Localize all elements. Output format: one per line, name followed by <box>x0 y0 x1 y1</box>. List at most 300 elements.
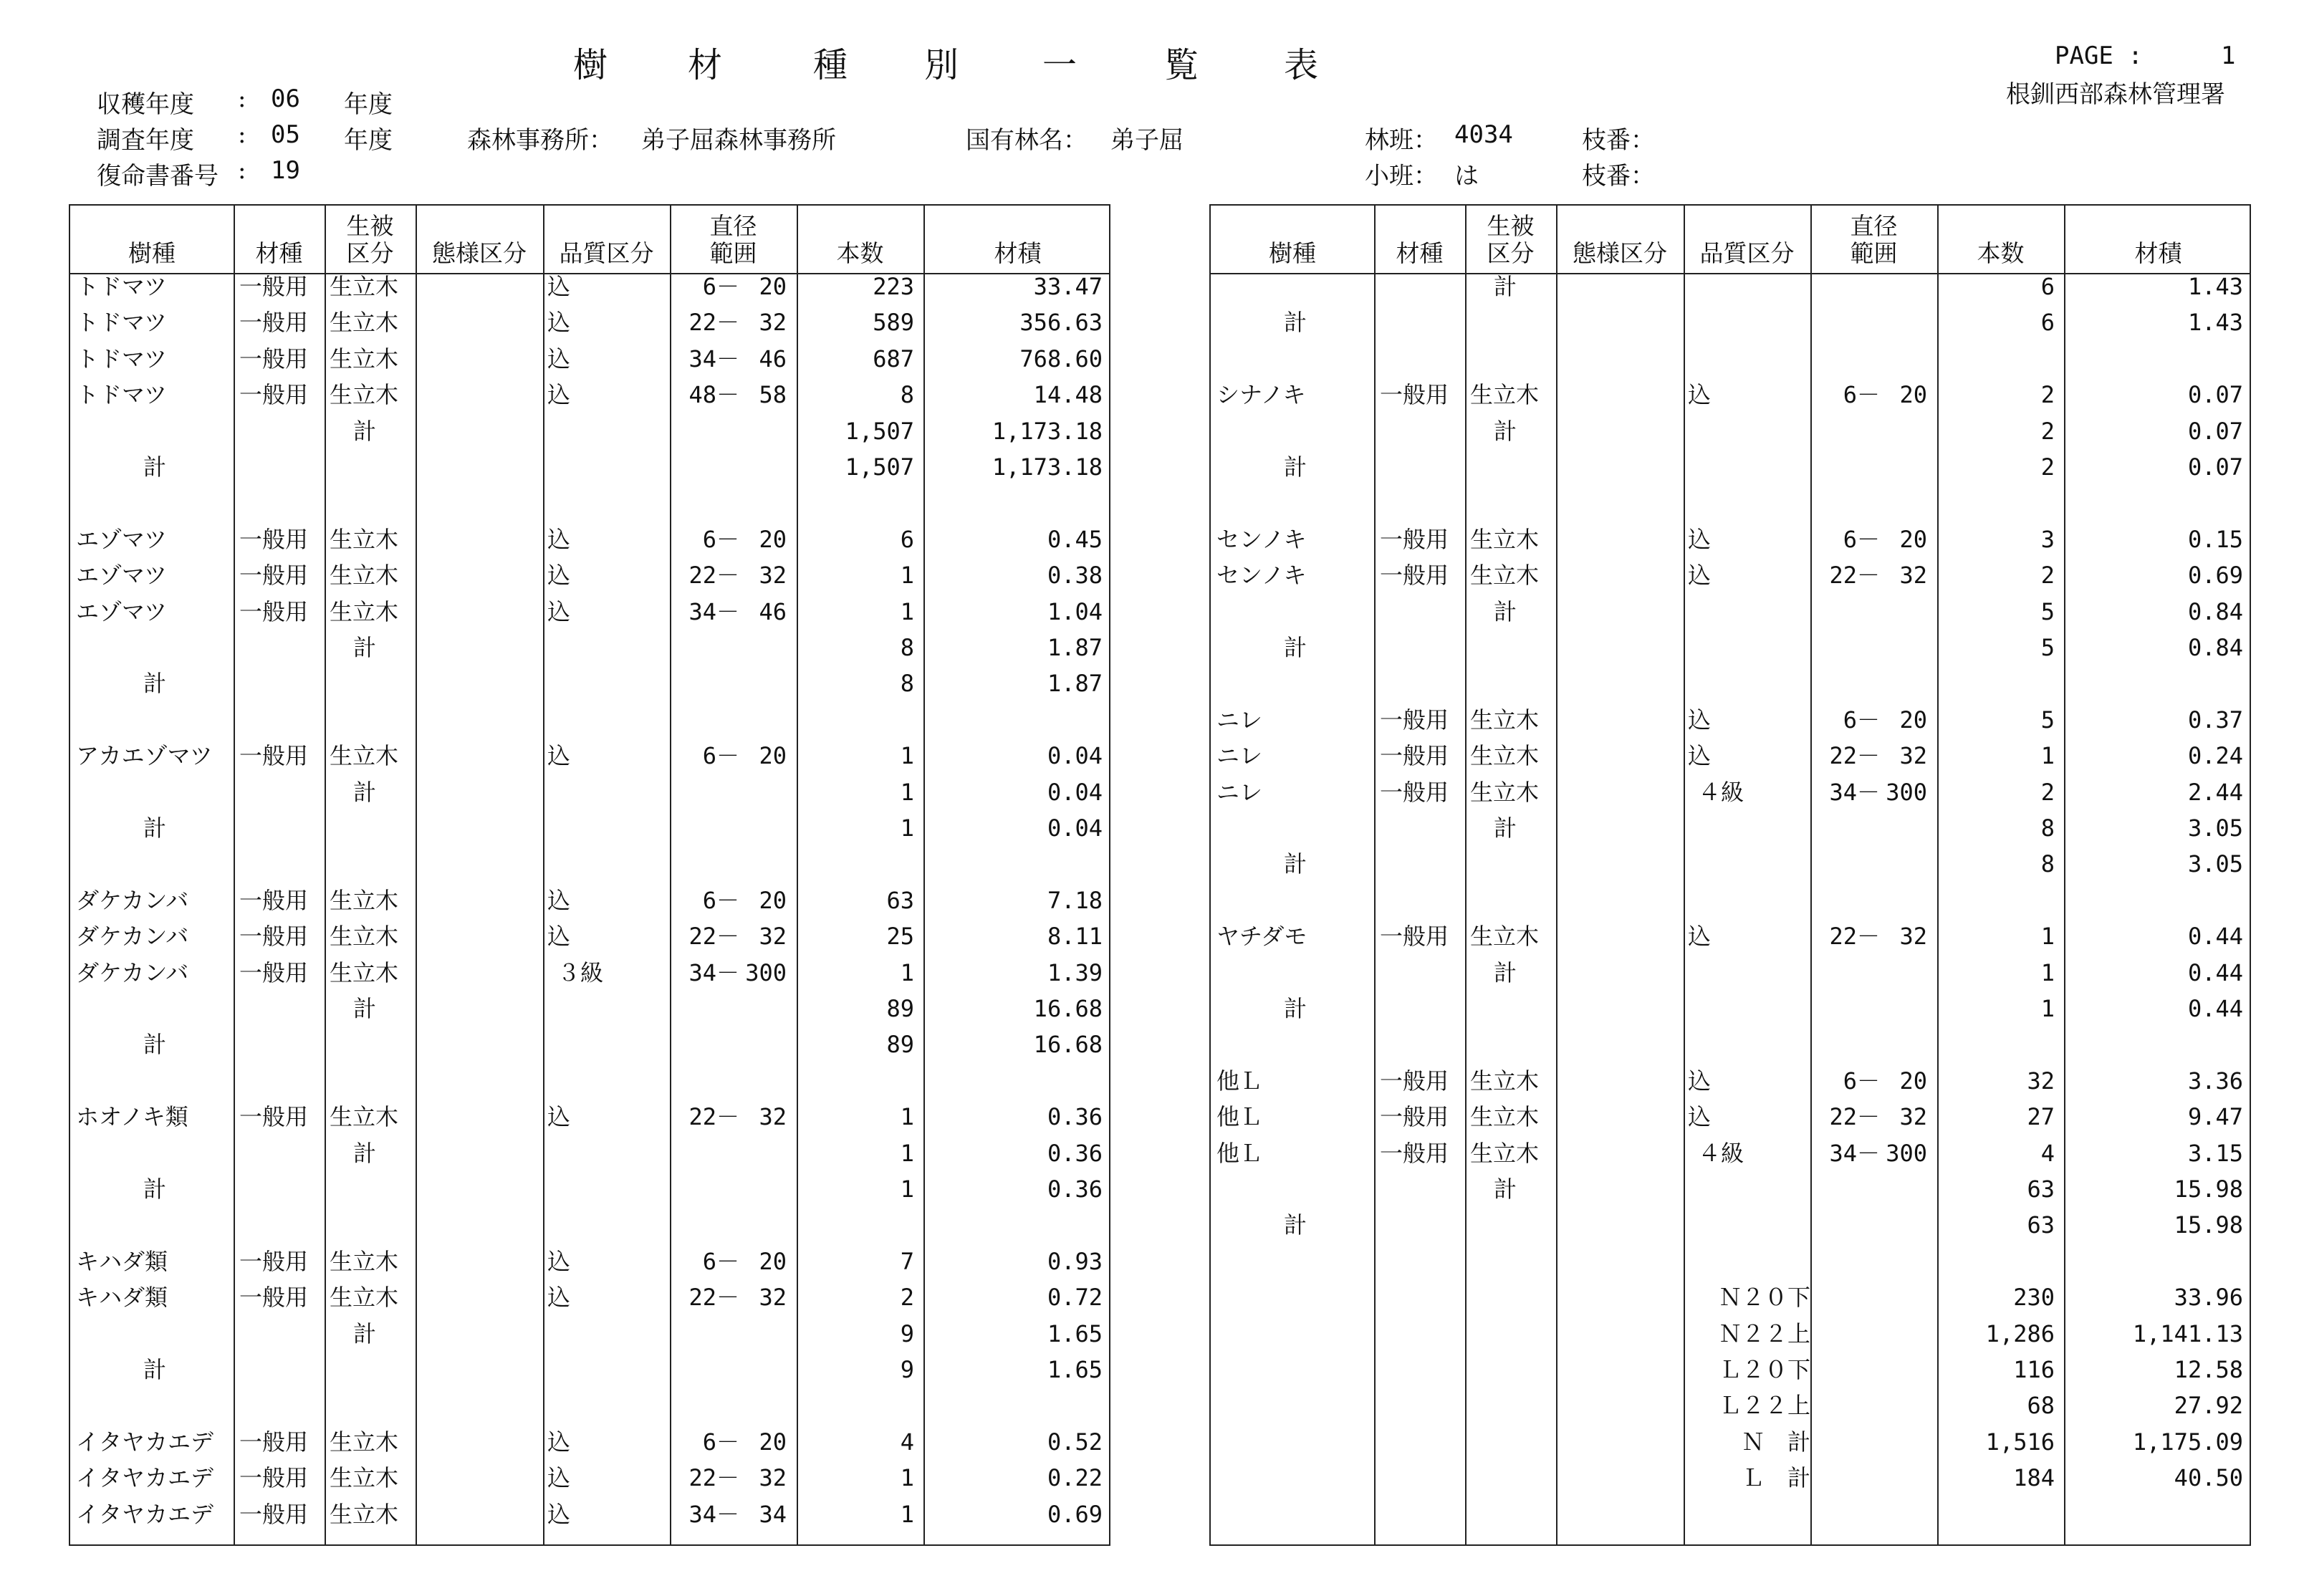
diameter-to-cell: 32 <box>759 1103 787 1131</box>
quality-cell: 込 <box>547 562 571 590</box>
column-header-line: 態様区分 <box>432 239 527 267</box>
title-char: 表 <box>1284 45 1319 85</box>
total-label: 計 <box>1284 995 1307 1022</box>
diameter-from-cell: 6－ <box>1843 525 1880 553</box>
material-cell: 一般用 <box>239 562 309 590</box>
subtotal-label: 計 <box>353 417 377 445</box>
diameter-to-cell: 46 <box>759 597 787 625</box>
volume-cell: 33.96 <box>2174 1284 2243 1312</box>
forest-office-label: 森林事務所： <box>467 126 613 155</box>
national-forest-value: 弟子屈 <box>1110 126 1184 155</box>
forest-office-value: 弟子屈森林事務所 <box>641 126 836 155</box>
title-char: 一 <box>1042 45 1077 85</box>
count-cell: 223 <box>873 273 914 300</box>
quality-cell: 込 <box>1688 1067 1712 1095</box>
material-cell: 一般用 <box>1380 1067 1449 1095</box>
species-cell: ホオノキ類 <box>76 1103 188 1131</box>
quality-cell: 込 <box>547 525 571 553</box>
harvest-year-suffix: 年度 <box>344 90 393 119</box>
count-cell: 3 <box>2040 525 2055 553</box>
diameter-to-cell: 20 <box>1899 525 1927 553</box>
count-cell: 1 <box>900 562 914 590</box>
rinpan-value: 4034 <box>1454 120 1513 149</box>
column-header-count <box>797 206 923 273</box>
diameter-to-cell: 32 <box>759 923 787 951</box>
standing-cell: 生立木 <box>330 1247 399 1275</box>
quality-cell: 込 <box>1688 381 1712 409</box>
count-cell: 25 <box>886 923 914 951</box>
material-cell: 一般用 <box>239 1500 309 1528</box>
subtotal-label: 計 <box>1494 814 1517 842</box>
quality-cell: 込 <box>547 345 571 372</box>
volume-cell: 0.07 <box>2187 417 2243 445</box>
total-label: 計 <box>1284 1211 1307 1239</box>
diameter-to-cell: 20 <box>1899 1067 1927 1095</box>
diameter-from-cell: 6－ <box>702 886 739 914</box>
volume-cell: 40.50 <box>2174 1464 2243 1492</box>
column-header-mode <box>416 206 543 273</box>
column-header-line: 直径 <box>709 212 757 240</box>
volume-cell: 0.07 <box>2187 453 2243 481</box>
quality-cell: 込 <box>547 1103 571 1131</box>
shohan-value: は <box>1454 162 1479 191</box>
species-cell: ダケカンバ <box>76 923 189 951</box>
volume-cell: 0.84 <box>2187 634 2243 661</box>
standing-cell: 生立木 <box>1470 562 1540 590</box>
diameter-from-cell: 34－ <box>1829 778 1880 806</box>
volume-cell: 1.43 <box>2187 273 2243 300</box>
volume-cell: 8.11 <box>1047 923 1103 951</box>
total-label: 計 <box>143 1031 167 1059</box>
volume-cell: 7.18 <box>1047 886 1103 914</box>
quality-cell: 込 <box>547 923 571 951</box>
material-cell: 一般用 <box>239 742 309 770</box>
quality-cell: 込 <box>1688 706 1712 734</box>
column-header-diameter <box>670 206 797 273</box>
material-cell: 一般用 <box>239 597 309 625</box>
volume-cell: 0.36 <box>1047 1139 1103 1167</box>
diameter-from-cell: 34－ <box>1829 1139 1880 1167</box>
column-header-line: 材種 <box>255 239 303 267</box>
diameter-from-cell: 22－ <box>688 1284 739 1312</box>
diameter-to-cell: 46 <box>759 345 787 372</box>
volume-cell: 0.37 <box>2187 706 2243 734</box>
column-header-diameter <box>1810 206 1937 273</box>
diameter-from-cell: 34－ <box>688 958 739 986</box>
count-cell: 1 <box>900 1500 914 1528</box>
column-header-quality <box>1684 206 1810 273</box>
count-cell: 1 <box>900 778 914 806</box>
total-label: 計 <box>143 814 167 842</box>
diameter-from-cell: 22－ <box>1829 562 1880 590</box>
survey-year-value: 05 <box>271 120 300 149</box>
material-cell: 一般用 <box>239 1284 309 1312</box>
column-divider <box>1556 206 1557 1544</box>
diameter-from-cell: 22－ <box>1829 923 1880 951</box>
diameter-to-cell: 20 <box>759 525 787 553</box>
count-cell: 27 <box>2027 1103 2055 1131</box>
diameter-from-cell: 22－ <box>688 923 739 951</box>
count-cell: 1 <box>2040 742 2055 770</box>
diameter-to-cell: 20 <box>759 273 787 300</box>
quality-cell: 込 <box>1688 923 1712 951</box>
material-cell: 一般用 <box>1380 923 1449 951</box>
standing-cell: 生立木 <box>330 923 399 951</box>
material-cell: 一般用 <box>239 1428 309 1456</box>
volume-cell: 15.98 <box>2174 1211 2243 1239</box>
diameter-from-cell: 6－ <box>702 525 739 553</box>
species-cell: 他Ｌ <box>1216 1139 1263 1167</box>
diameter-from-cell: 6－ <box>702 742 739 770</box>
grade-total-label: Ｌ２２上 <box>1718 1392 1810 1420</box>
diameter-to-cell: 32 <box>759 562 787 590</box>
total-label: 計 <box>143 1176 167 1203</box>
shohan-label: 小班： <box>1365 162 1438 191</box>
count-cell: 116 <box>2013 1356 2055 1383</box>
title-char: 別 <box>924 45 959 85</box>
count-cell: 1,507 <box>845 453 914 481</box>
column-header-standing <box>1465 206 1556 273</box>
material-cell: 一般用 <box>239 525 309 553</box>
return-no-colon: : <box>238 156 246 185</box>
diameter-to-cell: 32 <box>759 1284 787 1312</box>
diameter-to-cell: 20 <box>1899 706 1927 734</box>
edaban2-label: 枝番： <box>1582 162 1655 191</box>
count-cell: 8 <box>2040 850 2055 878</box>
column-header-species <box>1211 206 1374 273</box>
diameter-from-cell: 22－ <box>1829 1103 1880 1131</box>
volume-cell: 3.36 <box>2187 1067 2243 1095</box>
species-cell: 他Ｌ <box>1216 1103 1263 1131</box>
material-cell: 一般用 <box>239 958 309 986</box>
column-divider <box>234 206 235 1544</box>
diameter-from-cell: 6－ <box>1843 706 1880 734</box>
volume-cell: 12.58 <box>2174 1356 2243 1383</box>
subtotal-label: 計 <box>1494 1176 1517 1203</box>
species-cell: ダケカンバ <box>76 886 189 914</box>
volume-cell: 1.87 <box>1047 670 1103 698</box>
volume-cell: 0.24 <box>2187 742 2243 770</box>
material-cell: 一般用 <box>239 345 309 372</box>
standing-cell: 生立木 <box>1470 923 1540 951</box>
material-cell: 一般用 <box>239 1247 309 1275</box>
count-cell: 1 <box>900 1464 914 1492</box>
column-header-line: 材種 <box>1396 239 1444 267</box>
title-char: 種 <box>813 45 848 85</box>
total-label: 計 <box>1284 309 1307 337</box>
diameter-from-cell: 22－ <box>688 1103 739 1131</box>
volume-cell: 0.38 <box>1047 562 1103 590</box>
material-cell: 一般用 <box>1380 1139 1449 1167</box>
diameter-to-cell: 34 <box>759 1500 787 1528</box>
column-header-volume <box>2064 206 2252 273</box>
column-divider <box>1374 206 1376 1544</box>
standing-cell: 生立木 <box>330 742 399 770</box>
count-cell: 2 <box>2040 562 2055 590</box>
volume-cell: 1.65 <box>1047 1356 1103 1383</box>
quality-cell: 込 <box>1688 742 1712 770</box>
subtotal-label: 計 <box>1494 597 1517 625</box>
grade-total-label: Ｌ 計 <box>1741 1464 1810 1492</box>
material-cell: 一般用 <box>1380 381 1449 409</box>
diameter-from-cell: 6－ <box>702 273 739 300</box>
count-cell: 1 <box>900 958 914 986</box>
column-header-line: 本数 <box>836 239 884 267</box>
diameter-from-cell: 22－ <box>688 309 739 337</box>
column-header-line: 生被 <box>1487 212 1535 240</box>
quality-cell: 込 <box>547 1500 571 1528</box>
volume-cell: 3.15 <box>2187 1139 2243 1167</box>
species-cell: キハダ類 <box>76 1284 168 1312</box>
material-cell: 一般用 <box>1380 562 1449 590</box>
volume-cell: 9.47 <box>2187 1103 2243 1131</box>
total-label: 計 <box>1284 634 1307 661</box>
quality-cell: 込 <box>547 597 571 625</box>
volume-cell: 0.69 <box>1047 1500 1103 1528</box>
diameter-from-cell: 6－ <box>702 1247 739 1275</box>
column-header-line: 材積 <box>2134 239 2182 267</box>
diameter-to-cell: 20 <box>759 1247 787 1275</box>
standing-cell: 生立木 <box>1470 706 1540 734</box>
volume-cell: 0.84 <box>2187 597 2243 625</box>
edaban-label: 枝番： <box>1582 126 1655 155</box>
column-header-line: 態様区分 <box>1573 239 1667 267</box>
volume-cell: 1.65 <box>1047 1319 1103 1347</box>
count-cell: 7 <box>900 1247 914 1275</box>
quality-cell: 込 <box>547 1464 571 1492</box>
count-cell: 1 <box>900 1103 914 1131</box>
count-cell: 589 <box>873 309 914 337</box>
count-cell: 6 <box>2040 273 2055 300</box>
count-cell: 1,286 <box>1985 1319 2055 1347</box>
count-cell: 89 <box>886 995 914 1022</box>
column-header-line: 本数 <box>1977 239 2025 267</box>
diameter-from-cell: 34－ <box>688 1500 739 1528</box>
count-cell: 1,516 <box>1985 1428 2055 1456</box>
diameter-to-cell: 300 <box>1886 1139 1927 1167</box>
subtotal-label: 計 <box>353 1139 377 1167</box>
volume-cell: 0.69 <box>2187 562 2243 590</box>
count-cell: 32 <box>2027 1067 2055 1095</box>
volume-cell: 27.92 <box>2174 1392 2243 1420</box>
standing-cell: 生立木 <box>330 958 399 986</box>
column-header-line: 樹種 <box>1269 239 1316 267</box>
count-cell: 5 <box>2040 597 2055 625</box>
diameter-from-cell: 22－ <box>688 562 739 590</box>
material-cell: 一般用 <box>239 1103 309 1131</box>
count-cell: 2 <box>2040 778 2055 806</box>
material-cell: 一般用 <box>239 1464 309 1492</box>
material-cell: 一般用 <box>1380 525 1449 553</box>
standing-cell: 生立木 <box>330 1464 399 1492</box>
material-cell: 一般用 <box>239 309 309 337</box>
column-header-line: 材積 <box>994 239 1042 267</box>
standing-cell: 生立木 <box>330 381 399 409</box>
page-label: PAGE : <box>2055 42 2143 70</box>
quality-cell: ４級 <box>1698 778 1744 806</box>
column-divider <box>543 206 544 1544</box>
subtotal-label: 計 <box>353 1319 377 1347</box>
standing-cell: 生立木 <box>330 273 399 300</box>
volume-cell: 1,173.18 <box>992 453 1103 481</box>
quality-cell: 込 <box>547 742 571 770</box>
count-cell: 2 <box>2040 417 2055 445</box>
volume-cell: 0.45 <box>1047 525 1103 553</box>
species-cell: イタヤカエデ <box>76 1500 214 1528</box>
species-cell: エゾマツ <box>76 562 168 590</box>
diameter-to-cell: 300 <box>745 958 787 986</box>
harvest-year-value: 06 <box>271 85 300 113</box>
volume-cell: 0.44 <box>2187 923 2243 951</box>
volume-cell: 0.07 <box>2187 381 2243 409</box>
column-header-count <box>1937 206 2064 273</box>
quality-cell: 込 <box>547 309 571 337</box>
material-cell: 一般用 <box>239 381 309 409</box>
return-no-value: 19 <box>271 156 300 185</box>
species-cell: ニレ <box>1216 778 1263 806</box>
volume-cell: 1,141.13 <box>2132 1319 2243 1347</box>
diameter-from-cell: 22－ <box>688 1464 739 1492</box>
standing-cell: 生立木 <box>330 345 399 372</box>
count-cell: 6 <box>2040 309 2055 337</box>
volume-cell: 33.47 <box>1033 273 1103 300</box>
diameter-to-cell: 32 <box>1899 923 1927 951</box>
count-cell: 2 <box>900 1284 914 1312</box>
count-cell: 1 <box>900 1139 914 1167</box>
quality-cell: 込 <box>547 1428 571 1456</box>
total-label: 計 <box>1284 453 1307 481</box>
harvest-year-label: 収穫年度 <box>97 90 194 119</box>
standing-cell: 生立木 <box>330 1103 399 1131</box>
column-header-standing <box>325 206 416 273</box>
standing-cell: 生立木 <box>1470 1139 1540 1167</box>
subtotal-label: 計 <box>353 778 377 806</box>
standing-cell: 生立木 <box>330 1500 399 1528</box>
count-cell: 4 <box>2040 1139 2055 1167</box>
column-header-material <box>1374 206 1465 273</box>
column-header-line: 品質区分 <box>1699 239 1795 267</box>
material-cell: 一般用 <box>239 273 309 300</box>
grade-total-label: Ｎ２０下 <box>1718 1284 1810 1312</box>
standing-cell: 生立木 <box>1470 1103 1540 1131</box>
volume-cell: 0.72 <box>1047 1284 1103 1312</box>
quality-cell: 込 <box>1688 1103 1712 1131</box>
quality-cell: 込 <box>1688 562 1712 590</box>
standing-cell: 生立木 <box>330 525 399 553</box>
volume-cell: 0.04 <box>1047 814 1103 842</box>
diameter-to-cell: 32 <box>1899 742 1927 770</box>
count-cell: 687 <box>873 345 914 372</box>
material-cell: 一般用 <box>1380 742 1449 770</box>
diameter-from-cell: 34－ <box>688 345 739 372</box>
species-cell: シナノキ <box>1216 381 1306 409</box>
diameter-from-cell: 6－ <box>1843 1067 1880 1095</box>
standing-cell: 生立木 <box>1470 778 1540 806</box>
title-char: 覧 <box>1164 45 1199 85</box>
volume-cell: 356.63 <box>1019 309 1103 337</box>
office-name: 根釧西部森林管理署 <box>2006 80 2225 109</box>
column-header-line: 範囲 <box>1850 239 1898 267</box>
material-cell: 一般用 <box>239 923 309 951</box>
volume-cell: 1.04 <box>1047 597 1103 625</box>
column-header-line: 区分 <box>1487 239 1535 267</box>
column-divider <box>325 206 326 1544</box>
grade-total-label: Ｎ 計 <box>1741 1428 1810 1456</box>
count-cell: 230 <box>2013 1284 2055 1312</box>
volume-cell: 0.15 <box>2187 525 2243 553</box>
column-header-mode <box>1556 206 1684 273</box>
diameter-from-cell: 48－ <box>688 381 739 409</box>
column-divider <box>416 206 417 1544</box>
count-cell: 8 <box>900 381 914 409</box>
volume-cell: 0.52 <box>1047 1428 1103 1456</box>
count-cell: 1 <box>2040 958 2055 986</box>
standing-cell: 生立木 <box>330 309 399 337</box>
volume-cell: 0.36 <box>1047 1176 1103 1203</box>
diameter-from-cell: 22－ <box>1829 742 1880 770</box>
volume-cell: 3.05 <box>2187 814 2243 842</box>
material-cell: 一般用 <box>1380 706 1449 734</box>
title-char: 樹 <box>573 45 608 85</box>
page-number: 1 <box>2221 42 2236 70</box>
quality-cell: 込 <box>547 273 571 300</box>
left-timber-table <box>69 204 1110 1546</box>
subtotal-label: 計 <box>1494 417 1517 445</box>
survey-year-label: 調査年度 <box>97 126 194 155</box>
diameter-to-cell: 58 <box>759 381 787 409</box>
species-cell: イタヤカエデ <box>76 1428 214 1456</box>
volume-cell: 0.44 <box>2187 958 2243 986</box>
diameter-from-cell: 6－ <box>1843 381 1880 409</box>
return-no-label: 復命書番号 <box>97 162 219 191</box>
species-cell: イタヤカエデ <box>76 1464 214 1492</box>
harvest-year-colon: : <box>238 85 246 113</box>
count-cell: 1,507 <box>845 417 914 445</box>
species-cell: トドマツ <box>76 345 168 372</box>
species-cell: センノキ <box>1216 562 1307 590</box>
count-cell: 9 <box>900 1319 914 1347</box>
subtotal-label: 計 <box>1494 273 1517 300</box>
diameter-from-cell: 6－ <box>702 1428 739 1456</box>
species-cell: トドマツ <box>76 273 168 300</box>
volume-cell: 0.04 <box>1047 742 1103 770</box>
standing-cell: 生立木 <box>330 597 399 625</box>
count-cell: 4 <box>900 1428 914 1456</box>
subtotal-label: 計 <box>353 634 377 661</box>
column-header-material <box>234 206 325 273</box>
volume-cell: 0.44 <box>2187 995 2243 1022</box>
diameter-to-cell: 300 <box>1886 778 1927 806</box>
species-cell: エゾマツ <box>76 597 168 625</box>
quality-cell: 込 <box>547 1284 571 1312</box>
standing-cell: 生立木 <box>330 886 399 914</box>
column-header-volume <box>923 206 1112 273</box>
column-divider <box>670 206 671 1544</box>
count-cell: 9 <box>900 1356 914 1383</box>
quality-cell: ３級 <box>557 958 604 986</box>
grade-total-label: Ｌ２０下 <box>1718 1356 1810 1383</box>
subtotal-label: 計 <box>353 995 377 1022</box>
total-label: 計 <box>143 1356 167 1383</box>
species-cell: ダケカンバ <box>76 958 189 986</box>
column-header-line: 樹種 <box>128 239 176 267</box>
column-header-line: 品質区分 <box>559 239 654 267</box>
volume-cell: 0.04 <box>1047 778 1103 806</box>
count-cell: 89 <box>886 1031 914 1059</box>
species-cell: エゾマツ <box>76 525 168 553</box>
volume-cell: 2.44 <box>2187 778 2243 806</box>
material-cell: 一般用 <box>1380 778 1449 806</box>
